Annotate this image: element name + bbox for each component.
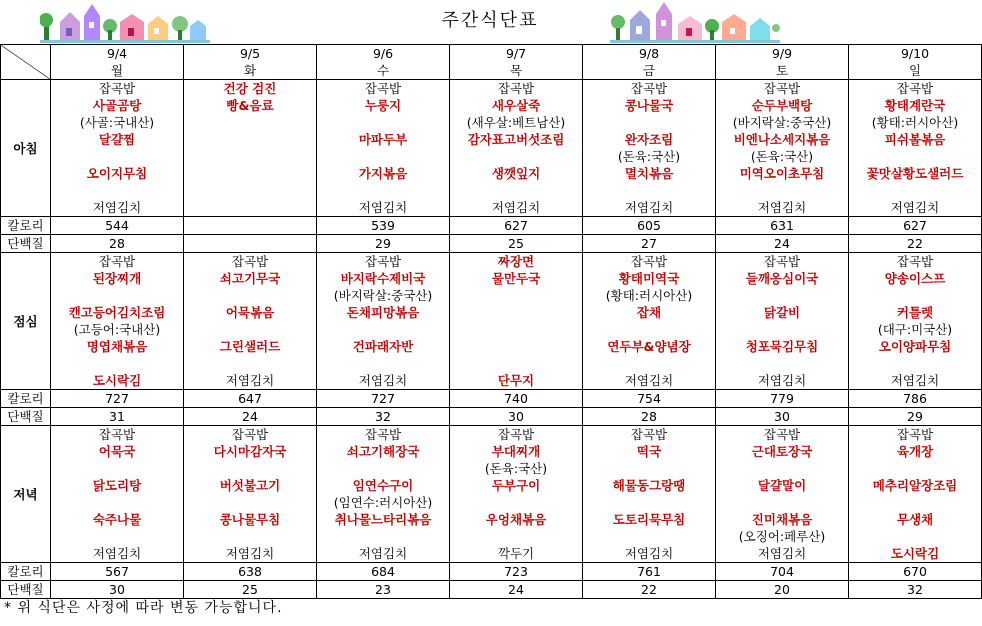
menu-item xyxy=(51,460,184,477)
menu-item: 황태미역국 xyxy=(583,270,716,287)
menu-row xyxy=(1,80,982,98)
menu-item: 마파두부 xyxy=(317,131,450,148)
menu-row xyxy=(1,287,982,304)
menu-item: 잡곡밥 xyxy=(583,426,716,444)
menu-row xyxy=(1,304,982,321)
protein-value: 24 xyxy=(450,581,583,599)
menu-item xyxy=(849,182,982,199)
menu-item: 저염김치 xyxy=(583,372,716,390)
menu-item: 부대찌개 xyxy=(450,443,583,460)
protein-value: 22 xyxy=(849,235,982,253)
protein-value: 28 xyxy=(583,408,716,426)
day-weekday: 금 xyxy=(583,62,716,80)
menu-item xyxy=(317,355,450,372)
menu-item xyxy=(184,114,317,131)
day-date: 9/7 xyxy=(450,45,583,63)
menu-row xyxy=(1,355,982,372)
day-weekday: 목 xyxy=(450,62,583,80)
menu-item xyxy=(583,528,716,545)
menu-item: 빵&음료 xyxy=(184,97,317,114)
protein-value: 25 xyxy=(450,235,583,253)
menu-item: 잡곡밥 xyxy=(716,80,849,98)
village-decoration-icon xyxy=(40,2,210,44)
menu-item: (대구:미국산) xyxy=(849,321,982,338)
menu-item: 건강 검진 xyxy=(184,80,317,98)
menu-item xyxy=(51,287,184,304)
menu-item: 해물동그랑땡 xyxy=(583,477,716,494)
menu-item: 떡국 xyxy=(583,443,716,460)
menu-item: 사골곰탕 xyxy=(51,97,184,114)
menu-row xyxy=(1,372,982,390)
calorie-value: 761 xyxy=(583,563,716,581)
menu-item: (새우살:베트남산) xyxy=(450,114,583,131)
menu-item xyxy=(317,182,450,199)
meal-label: 아침 xyxy=(1,80,51,217)
menu-item xyxy=(716,494,849,511)
calorie-value: 631 xyxy=(716,217,849,235)
menu-item xyxy=(450,304,583,321)
menu-row xyxy=(1,199,982,217)
menu-item: 명엽채볶음 xyxy=(51,338,184,355)
menu-item: 꽃맛살황도샐러드 xyxy=(849,165,982,182)
menu-item: 잡곡밥 xyxy=(51,253,184,271)
protein-label: 단백질 xyxy=(1,408,51,426)
menu-row xyxy=(1,511,982,528)
menu-item: (고등어:국내산) xyxy=(51,321,184,338)
menu-item: 저염김치 xyxy=(450,199,583,217)
calorie-value: 684 xyxy=(317,563,450,581)
menu-item xyxy=(716,355,849,372)
menu-row xyxy=(1,426,982,444)
menu-item: 들깨옹심이국 xyxy=(716,270,849,287)
menu-item: 두부구이 xyxy=(450,477,583,494)
menu-item: (바지락살:중국산) xyxy=(716,114,849,131)
menu-item xyxy=(317,148,450,165)
calorie-value: 727 xyxy=(317,390,450,408)
menu-item xyxy=(450,287,583,304)
calorie-value: 723 xyxy=(450,563,583,581)
menu-item xyxy=(450,321,583,338)
calorie-value: 740 xyxy=(450,390,583,408)
menu-item: 바지락수제비국 xyxy=(317,270,450,287)
menu-item xyxy=(317,528,450,545)
menu-item: 쇠고기무국 xyxy=(184,270,317,287)
menu-row xyxy=(1,494,982,511)
menu-item: 생깻잎지 xyxy=(450,165,583,182)
protein-value: 32 xyxy=(849,581,982,599)
menu-item xyxy=(849,528,982,545)
menu-item: 닭도리탕 xyxy=(51,477,184,494)
menu-item: 임연수구이 xyxy=(317,477,450,494)
menu-item: 연두부&양념장 xyxy=(583,338,716,355)
menu-item: 어묵볶음 xyxy=(184,304,317,321)
menu-row xyxy=(1,97,982,114)
menu-item: 잡곡밥 xyxy=(317,253,450,271)
protein-value: 29 xyxy=(849,408,982,426)
menu-item xyxy=(583,182,716,199)
protein-value: 31 xyxy=(51,408,184,426)
calorie-value: 779 xyxy=(716,390,849,408)
menu-item xyxy=(184,199,317,217)
menu-item: 도토리묵무침 xyxy=(583,511,716,528)
protein-value: 20 xyxy=(716,581,849,599)
menu-item: 저염김치 xyxy=(317,199,450,217)
calorie-value: 704 xyxy=(716,563,849,581)
menu-item: (임연수:러시아산) xyxy=(317,494,450,511)
menu-item: 저염김치 xyxy=(317,545,450,563)
menu-item xyxy=(849,494,982,511)
menu-row xyxy=(1,182,982,199)
calorie-value: 605 xyxy=(583,217,716,235)
menu-item: 저염김치 xyxy=(583,545,716,563)
calorie-value: 647 xyxy=(184,390,317,408)
menu-item: 가지볶음 xyxy=(317,165,450,182)
menu-item: 달걀찜 xyxy=(51,131,184,148)
protein-value: 32 xyxy=(317,408,450,426)
calorie-value: 627 xyxy=(849,217,982,235)
menu-item: 저염김치 xyxy=(583,199,716,217)
menu-item xyxy=(583,321,716,338)
menu-item: 단무지 xyxy=(450,372,583,390)
calorie-label: 칼로리 xyxy=(1,217,51,235)
menu-item: 잡곡밥 xyxy=(849,80,982,98)
menu-item xyxy=(849,287,982,304)
menu-row xyxy=(1,148,982,165)
menu-row xyxy=(1,443,982,460)
meal-label: 저녁 xyxy=(1,426,51,563)
protein-value xyxy=(184,235,317,253)
menu-item xyxy=(184,165,317,182)
menu-item: 메추리알장조림 xyxy=(849,477,982,494)
menu-item xyxy=(716,321,849,338)
menu-item: 누룽지 xyxy=(317,97,450,114)
menu-item xyxy=(450,355,583,372)
menu-item xyxy=(184,182,317,199)
menu-item xyxy=(450,528,583,545)
menu-item: 감자표고버섯조림 xyxy=(450,131,583,148)
menu-item: 잡곡밥 xyxy=(184,426,317,444)
meal-label: 점심 xyxy=(1,253,51,390)
menu-item: 육개장 xyxy=(849,443,982,460)
protein-value: 24 xyxy=(184,408,317,426)
menu-item: 콩나물국 xyxy=(583,97,716,114)
protein-value: 30 xyxy=(450,408,583,426)
menu-item: 잡곡밥 xyxy=(317,80,450,98)
menu-item xyxy=(849,148,982,165)
menu-item xyxy=(317,321,450,338)
calorie-label: 칼로리 xyxy=(1,390,51,408)
menu-item: (돈육:국산) xyxy=(450,460,583,477)
menu-item xyxy=(317,114,450,131)
protein-value: 25 xyxy=(184,581,317,599)
menu-item: 커틀렛 xyxy=(849,304,982,321)
menu-item: (바지락살:중국산) xyxy=(317,287,450,304)
calorie-value: 627 xyxy=(450,217,583,235)
menu-item: 저염김치 xyxy=(317,372,450,390)
menu-row xyxy=(1,270,982,287)
menu-item: 어묵국 xyxy=(51,443,184,460)
menu-row xyxy=(1,545,982,563)
day-weekday: 토 xyxy=(716,62,849,80)
menu-item: 그린샐러드 xyxy=(184,338,317,355)
menu-item xyxy=(716,182,849,199)
menu-item xyxy=(184,528,317,545)
protein-value: 23 xyxy=(317,581,450,599)
menu-item: 잡곡밥 xyxy=(849,426,982,444)
calorie-value: 544 xyxy=(51,217,184,235)
menu-item: 도시락김 xyxy=(51,372,184,390)
menu-item xyxy=(184,131,317,148)
menu-item: 캔고등어김치조림 xyxy=(51,304,184,321)
menu-item xyxy=(583,494,716,511)
header-weekday-row xyxy=(1,62,982,80)
menu-item xyxy=(849,355,982,372)
menu-item: 새우살죽 xyxy=(450,97,583,114)
menu-item: (황태:러시아산) xyxy=(849,114,982,131)
protein-row xyxy=(1,235,982,253)
menu-item xyxy=(716,460,849,477)
menu-item: 저염김치 xyxy=(849,372,982,390)
menu-item: 진미채볶음 xyxy=(716,511,849,528)
menu-item: 청포묵김무침 xyxy=(716,338,849,355)
menu-item: 오이양파무침 xyxy=(849,338,982,355)
header-date-row xyxy=(1,45,982,63)
menu-item: 다시마감자국 xyxy=(184,443,317,460)
menu-item xyxy=(450,494,583,511)
menu-item: 잡곡밥 xyxy=(849,253,982,271)
menu-item xyxy=(51,494,184,511)
village-decoration-icon xyxy=(610,2,780,44)
day-date: 9/6 xyxy=(317,45,450,63)
menu-item xyxy=(51,182,184,199)
menu-item xyxy=(184,355,317,372)
menu-item: 물만두국 xyxy=(450,270,583,287)
menu-item: 저염김치 xyxy=(716,545,849,563)
menu-item xyxy=(583,460,716,477)
menu-item: 된장찌개 xyxy=(51,270,184,287)
menu-row xyxy=(1,528,982,545)
menu-item: 콩나물무침 xyxy=(184,511,317,528)
menu-item xyxy=(583,355,716,372)
protein-value: 28 xyxy=(51,235,184,253)
menu-item xyxy=(184,287,317,304)
protein-value: 30 xyxy=(51,581,184,599)
day-date: 9/10 xyxy=(849,45,982,63)
menu-item: 잡곡밥 xyxy=(716,426,849,444)
menu-item: 잡곡밥 xyxy=(583,253,716,271)
calorie-value: 786 xyxy=(849,390,982,408)
menu-item xyxy=(51,528,184,545)
menu-item: 저염김치 xyxy=(849,199,982,217)
menu-item: 오이지무침 xyxy=(51,165,184,182)
menu-item xyxy=(450,338,583,355)
calorie-value: 754 xyxy=(583,390,716,408)
menu-row xyxy=(1,114,982,131)
menu-item: 잡채 xyxy=(583,304,716,321)
protein-row xyxy=(1,581,982,599)
calorie-value: 638 xyxy=(184,563,317,581)
menu-row xyxy=(1,460,982,477)
menu-item: 숙주나물 xyxy=(51,511,184,528)
menu-item: 순두부백탕 xyxy=(716,97,849,114)
menu-item xyxy=(51,148,184,165)
menu-item: 양송이스프 xyxy=(849,270,982,287)
menu-item: 건파래자반 xyxy=(317,338,450,355)
menu-item: 도시락김 xyxy=(849,545,982,563)
corner-cell xyxy=(1,45,51,80)
menu-item xyxy=(583,114,716,131)
footer-note: * 위 식단은 사정에 따라 변동 가능합니다. xyxy=(4,600,283,616)
menu-item: 쇠고기해장국 xyxy=(317,443,450,460)
day-weekday: 일 xyxy=(849,62,982,80)
protein-value: 24 xyxy=(716,235,849,253)
calorie-value: 567 xyxy=(51,563,184,581)
menu-item xyxy=(51,355,184,372)
menu-item: 취나물느타리볶음 xyxy=(317,511,450,528)
menu-item: 비엔나소세지볶음 xyxy=(716,131,849,148)
menu-row xyxy=(1,321,982,338)
menu-item xyxy=(184,321,317,338)
menu-item: 저염김치 xyxy=(51,199,184,217)
calorie-value xyxy=(184,217,317,235)
calorie-row xyxy=(1,563,982,581)
menu-item: 잡곡밥 xyxy=(51,426,184,444)
menu-row xyxy=(1,253,982,271)
menu-item: 완자조림 xyxy=(583,131,716,148)
protein-label: 단백질 xyxy=(1,235,51,253)
protein-row xyxy=(1,408,982,426)
menu-item: 달걀말이 xyxy=(716,477,849,494)
day-date: 9/9 xyxy=(716,45,849,63)
menu-item: 멸치볶음 xyxy=(583,165,716,182)
calorie-label: 칼로리 xyxy=(1,563,51,581)
day-date: 9/8 xyxy=(583,45,716,63)
menu-item xyxy=(450,182,583,199)
menu-item: 황태계란국 xyxy=(849,97,982,114)
menu-row xyxy=(1,477,982,494)
menu-item: 저염김치 xyxy=(51,545,184,563)
menu-item: (사골:국내산) xyxy=(51,114,184,131)
header xyxy=(0,0,982,44)
menu-item xyxy=(450,148,583,165)
menu-item: 짜장면 xyxy=(450,253,583,271)
day-date: 9/5 xyxy=(184,45,317,63)
weekly-menu-table xyxy=(0,44,982,599)
menu-row xyxy=(1,131,982,148)
calorie-row xyxy=(1,390,982,408)
menu-item xyxy=(317,460,450,477)
menu-item: 닭갈비 xyxy=(716,304,849,321)
menu-item: 저염김치 xyxy=(184,372,317,390)
menu-item: (돈육:국산) xyxy=(583,148,716,165)
menu-item: 잡곡밥 xyxy=(317,426,450,444)
menu-item xyxy=(716,287,849,304)
menu-item: 저염김치 xyxy=(716,199,849,217)
menu-item xyxy=(184,148,317,165)
menu-item: 버섯불고기 xyxy=(184,477,317,494)
menu-item: (황태:러시아산) xyxy=(583,287,716,304)
protein-value: 29 xyxy=(317,235,450,253)
menu-item: (오징어:페루산) xyxy=(716,528,849,545)
day-weekday: 화 xyxy=(184,62,317,80)
calorie-row xyxy=(1,217,982,235)
day-weekday: 월 xyxy=(51,62,184,80)
protein-value: 22 xyxy=(583,581,716,599)
protein-label: 단백질 xyxy=(1,581,51,599)
menu-item: 잡곡밥 xyxy=(583,80,716,98)
menu-item xyxy=(849,460,982,477)
menu-row xyxy=(1,338,982,355)
menu-item: 무생채 xyxy=(849,511,982,528)
menu-item: 잡곡밥 xyxy=(51,80,184,98)
menu-item: 돈채피망볶음 xyxy=(317,304,450,321)
protein-value: 27 xyxy=(583,235,716,253)
menu-item: 잡곡밥 xyxy=(450,80,583,98)
menu-item: 우엉채볶음 xyxy=(450,511,583,528)
menu-item: (돈육:국산) xyxy=(716,148,849,165)
calorie-value: 539 xyxy=(317,217,450,235)
menu-item: 깍두기 xyxy=(450,545,583,563)
menu-item: 근대토장국 xyxy=(716,443,849,460)
calorie-value: 727 xyxy=(51,390,184,408)
menu-item: 피쉬볼볶음 xyxy=(849,131,982,148)
page-title: 주간식단표 xyxy=(441,10,539,31)
menu-item: 잡곡밥 xyxy=(716,253,849,271)
day-weekday: 수 xyxy=(317,62,450,80)
calorie-value: 670 xyxy=(849,563,982,581)
protein-value: 30 xyxy=(716,408,849,426)
menu-item xyxy=(184,494,317,511)
menu-item xyxy=(184,460,317,477)
menu-row xyxy=(1,165,982,182)
menu-item: 미역오이초무침 xyxy=(716,165,849,182)
menu-item: 잡곡밥 xyxy=(450,426,583,444)
menu-item: 저염김치 xyxy=(184,545,317,563)
menu-item: 저염김치 xyxy=(716,372,849,390)
menu-item: 잡곡밥 xyxy=(184,253,317,271)
day-date: 9/4 xyxy=(51,45,184,63)
